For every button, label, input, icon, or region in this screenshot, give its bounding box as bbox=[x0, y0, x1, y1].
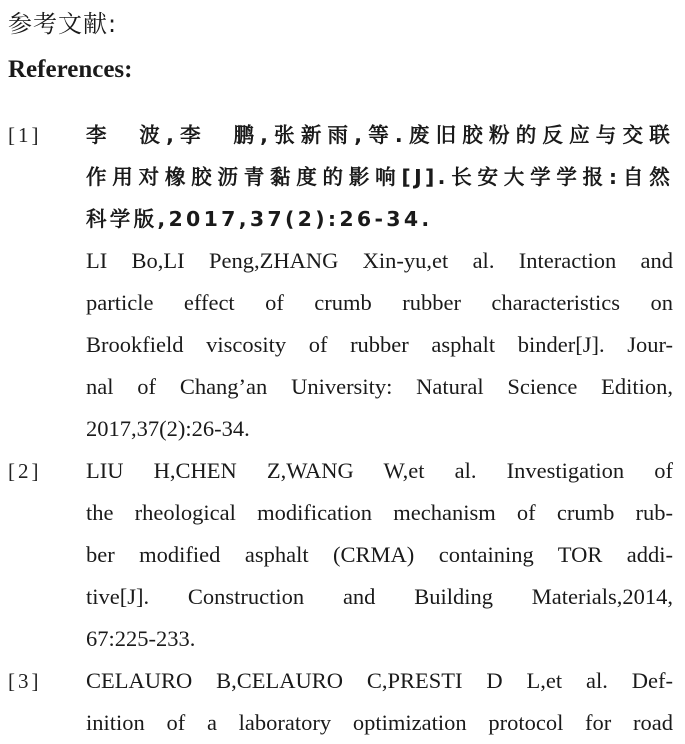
reference-line: 李 波,李 鹏,张新雨,等.废旧胶粉的反应与交联 bbox=[86, 123, 673, 147]
reference-line: CELAURO B,CELAURO C,PRESTI D L,et al. Def- bbox=[86, 668, 673, 693]
reference-line: 67:225-233. bbox=[86, 626, 196, 651]
reference-line: LI Bo,LI Peng,ZHANG Xin-yu,et al. Interaction and bbox=[86, 248, 673, 273]
reference-line: tive[J]. Construction and Building Materials,2014, bbox=[86, 584, 673, 609]
reference-number: [1] bbox=[8, 123, 42, 147]
reference-line: the rheological modification mechanism of crumb rub- bbox=[86, 500, 673, 525]
reference-line: ber modified asphalt (CRMA) containing TOR addi- bbox=[86, 542, 673, 567]
reference-line: 作用对橡胶沥青黏度的影响[J].长安大学学报:自然 bbox=[86, 165, 673, 189]
reference-line: 2017,37(2):26-34. bbox=[86, 416, 250, 441]
reference-line: inition of a laboratory optimization protocol for road bbox=[86, 710, 673, 735]
reference-line: nal of Chang’an University: Natural Science Edition, bbox=[86, 374, 673, 399]
reference-line: particle effect of crumb rubber characteristics on bbox=[86, 290, 673, 315]
reference-body bbox=[86, 114, 673, 450]
reference-number: [2] bbox=[8, 459, 42, 483]
reference-line: LIU H,CHEN Z,WANG W,et al. Investigation of bbox=[86, 458, 673, 483]
reference-line: 科学版,2017,37(2):26-34. bbox=[86, 207, 433, 231]
reference-item bbox=[0, 450, 685, 660]
reference-item bbox=[0, 114, 685, 450]
reference-line: Brookfield viscosity of rubber asphalt binder[J]. Jour- bbox=[86, 332, 673, 357]
reference-number: [3] bbox=[8, 669, 42, 693]
reference-body bbox=[86, 450, 673, 660]
reference-body bbox=[86, 660, 673, 744]
reference-list bbox=[0, 114, 685, 744]
references-heading-english: References: bbox=[8, 56, 133, 83]
reference-item bbox=[0, 660, 685, 744]
references-heading-chinese: 参考文献: bbox=[8, 10, 118, 38]
